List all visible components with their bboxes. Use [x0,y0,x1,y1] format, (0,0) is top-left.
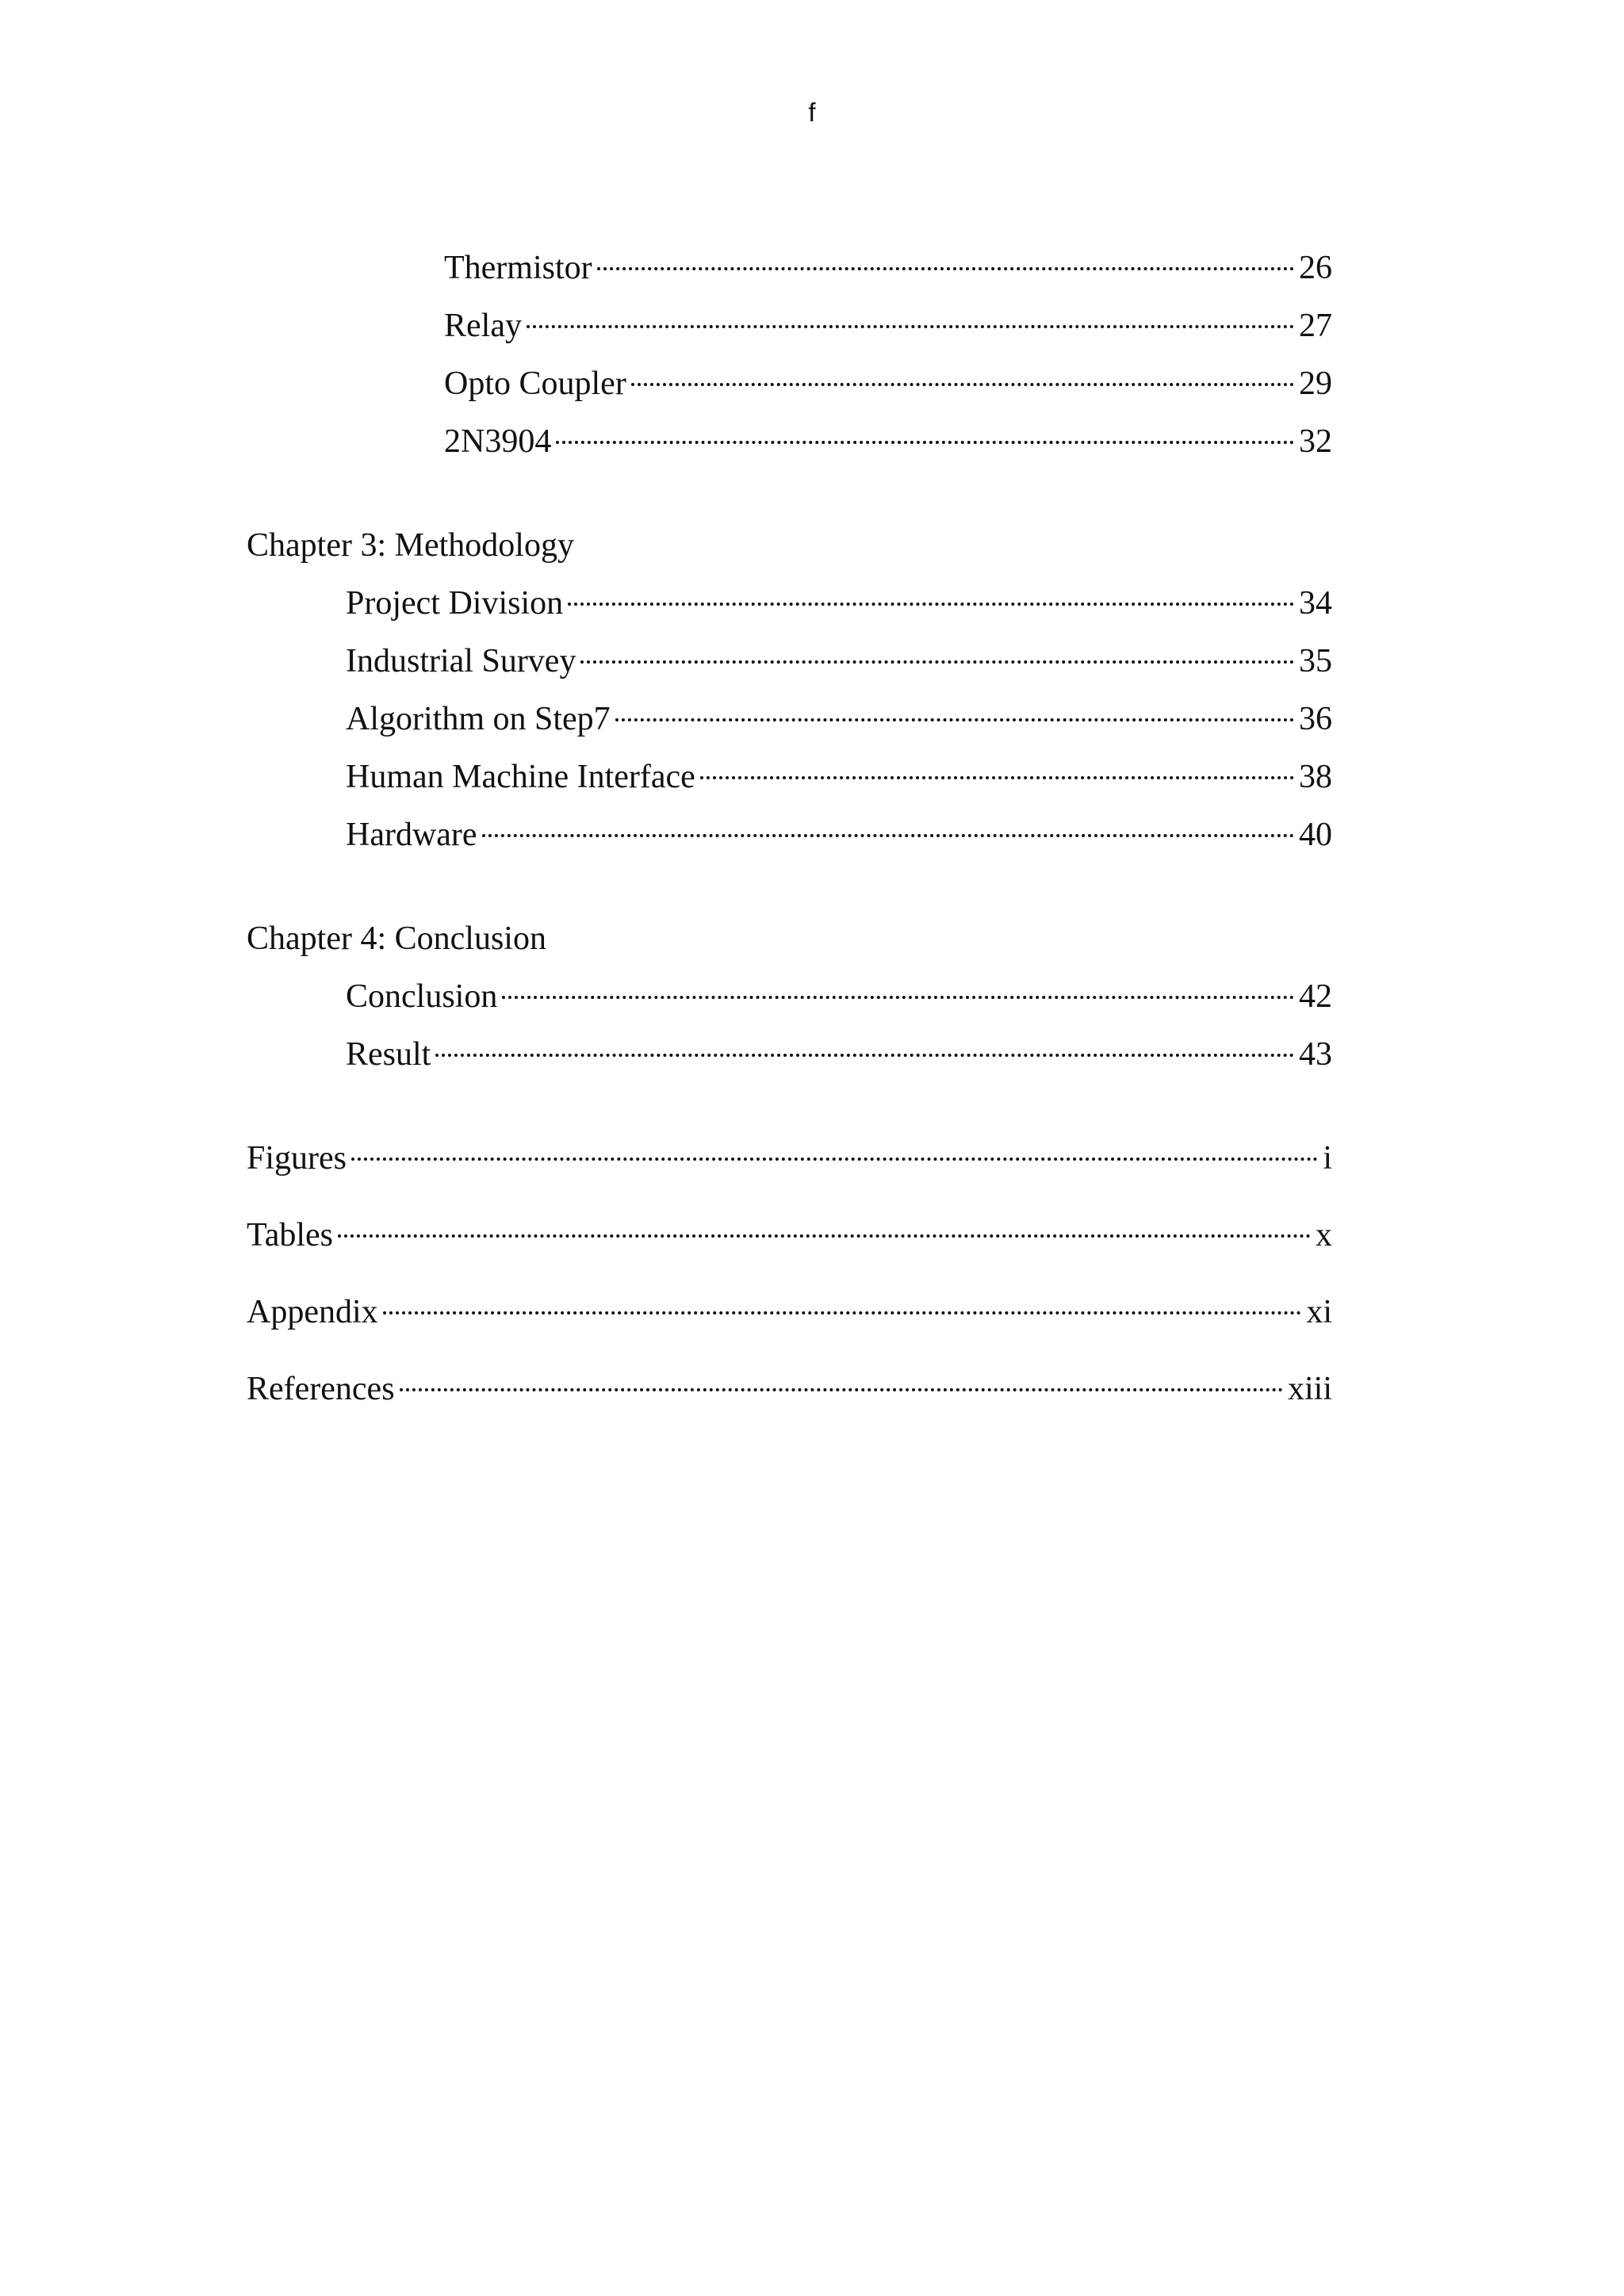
chapter-3-heading[interactable]: Chapter 3: Methodology [247,527,574,564]
dot-leader [615,718,1294,721]
toc-entry-page: 26 [1299,250,1332,286]
dot-leader [502,996,1294,999]
toc-entry-2n3904[interactable] [444,419,1332,464]
toc-entry-label: 2N3904 [444,423,552,460]
toc-entry-label: Result [346,1036,431,1073]
toc-entry-page: i [1323,1140,1332,1177]
toc-entry-algorithm-on-step7[interactable] [346,697,1332,741]
dot-leader [482,834,1294,837]
toc-entry-page: x [1316,1217,1332,1253]
toc-entry-page: 40 [1299,817,1332,853]
toc-entry-appendix[interactable] [247,1290,1332,1334]
dot-leader [338,1234,1311,1238]
dot-leader [383,1311,1302,1314]
page-marker: f [808,98,816,127]
toc-entry-industrial-survey[interactable] [346,639,1332,683]
toc-entry-label: Relay [444,308,522,344]
toc-entry-hardware[interactable] [346,813,1332,857]
toc-entry-page: 36 [1299,701,1332,737]
toc-entry-page: 34 [1299,585,1332,622]
toc-entry-label: Human Machine Interface [346,759,695,795]
dot-leader [435,1054,1294,1057]
toc-entry-label: Hardware [346,817,477,853]
toc-entry-thermistor[interactable] [444,246,1332,290]
toc-entry-page: xi [1306,1294,1332,1330]
toc-entry-page: 29 [1299,365,1332,402]
dot-leader [351,1158,1318,1161]
toc-entry-label: Tables [247,1217,334,1253]
toc-entry-label: Conclusion [346,978,498,1015]
dot-leader [556,441,1294,444]
dot-leader [597,267,1294,270]
toc-entry-label: Appendix [247,1294,378,1330]
toc-entry-page: 35 [1299,643,1332,679]
dot-leader [631,383,1294,386]
toc-entry-result[interactable] [346,1032,1332,1077]
toc-entry-label: Algorithm on Step7 [346,701,611,737]
dot-leader [580,660,1294,664]
toc-entry-tables[interactable] [247,1213,1332,1257]
toc-entry-conclusion[interactable] [346,974,1332,1019]
toc-entry-references[interactable] [247,1367,1332,1411]
toc-entry-label: Figures [247,1140,347,1177]
dot-leader [527,325,1294,328]
dot-leader [400,1388,1283,1391]
dot-leader [700,776,1294,779]
toc-entry-label: Industrial Survey [346,643,576,679]
chapter-4-heading[interactable]: Chapter 4: Conclusion [247,920,546,957]
toc-entry-page: xiii [1287,1371,1332,1407]
toc-entry-page: 38 [1299,759,1332,795]
toc-entry-figures[interactable] [247,1136,1332,1181]
toc-entry-opto-coupler[interactable] [444,362,1332,406]
toc-entry-page: 42 [1299,978,1332,1015]
toc-entry-project-division[interactable] [346,581,1332,626]
toc-entry-label: Opto Coupler [444,365,626,402]
toc-entry-label: Thermistor [444,250,592,286]
dot-leader [568,603,1294,606]
toc-entry-relay[interactable] [444,304,1332,348]
toc-entry-label: References [247,1371,395,1407]
toc-entry-label: Project Division [346,585,564,622]
toc-entry-page: 27 [1299,308,1332,344]
toc-entry-page: 32 [1299,423,1332,460]
toc-entry-human-machine-interface[interactable] [346,755,1332,799]
toc-entry-page: 43 [1299,1036,1332,1073]
